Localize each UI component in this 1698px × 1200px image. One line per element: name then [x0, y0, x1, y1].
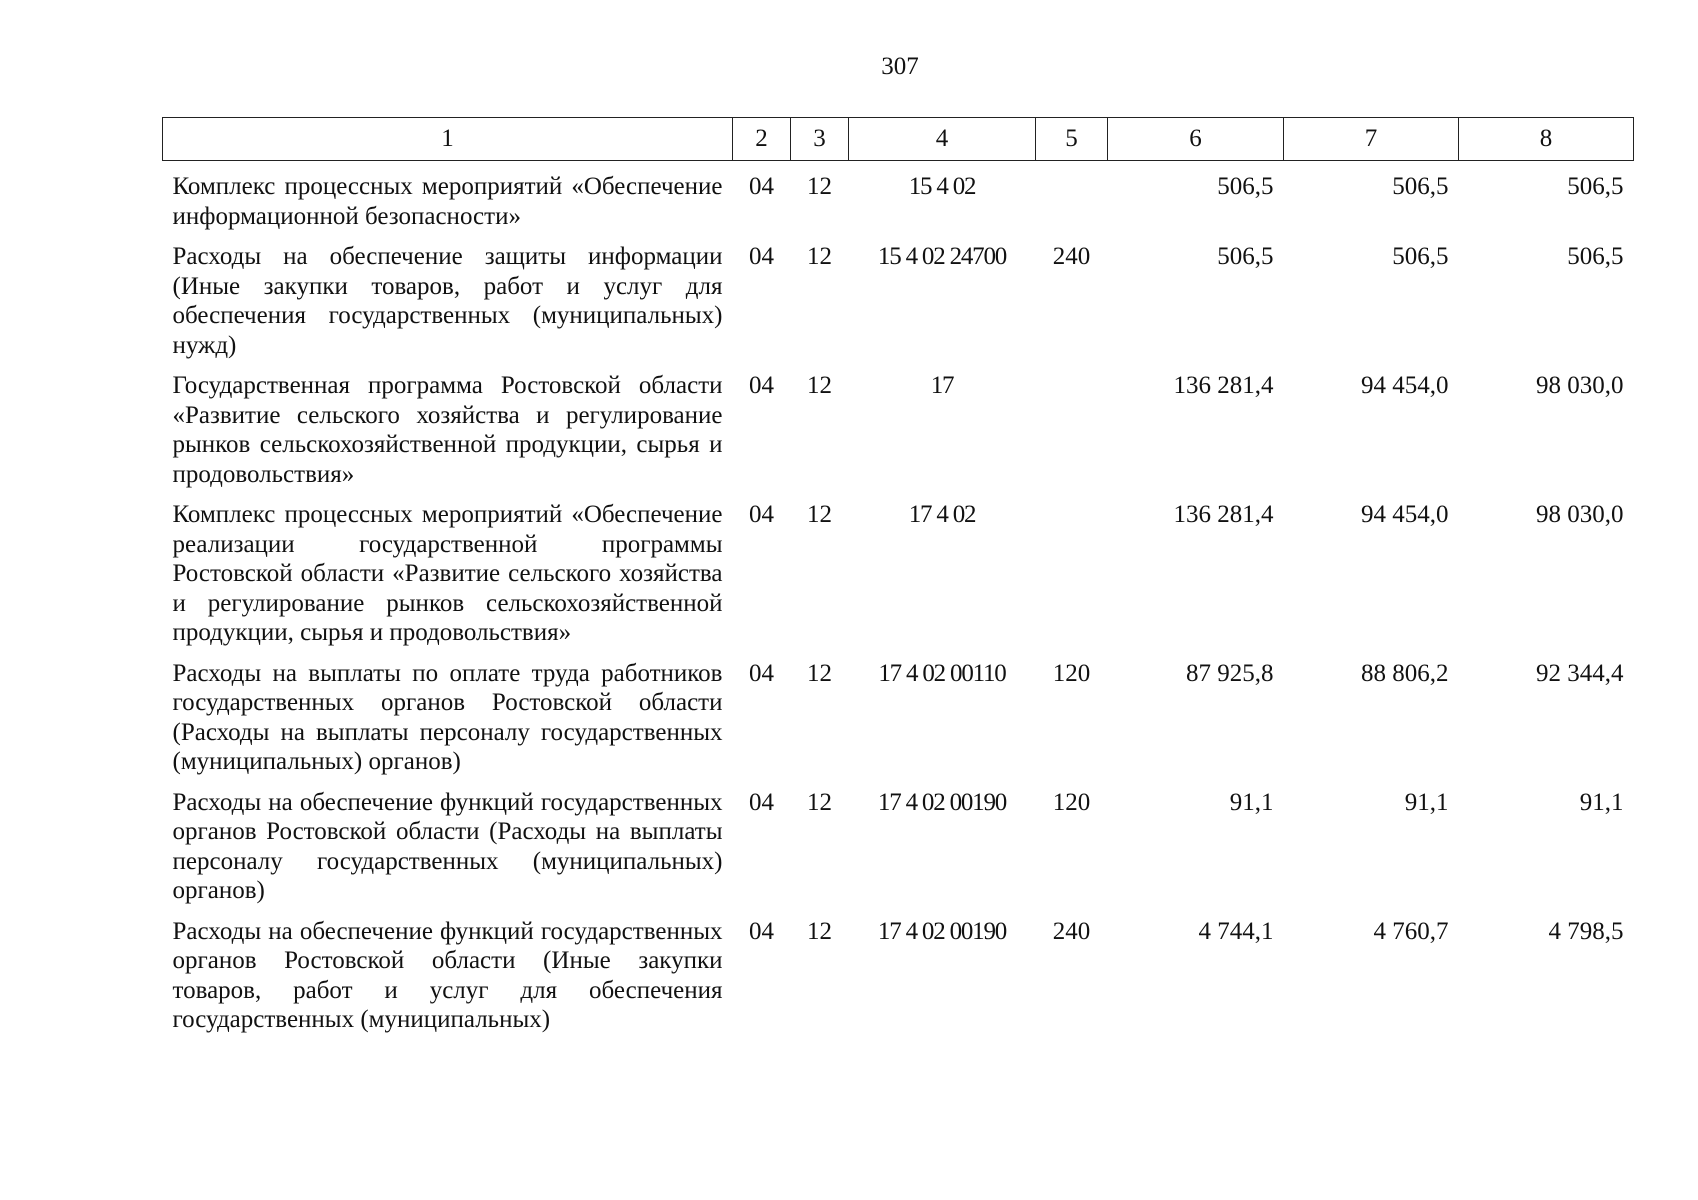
- row-target-code: 15 4 02: [908, 173, 976, 200]
- row-expense-type: 120: [1052, 659, 1091, 687]
- table-body: [163, 161, 1634, 1035]
- row-subsection: 12: [807, 659, 832, 687]
- row-amount-year-1: 87 925,8: [1186, 659, 1274, 687]
- row-expense-type: 240: [1052, 917, 1091, 945]
- table-row: [163, 489, 1634, 648]
- table-row: [163, 231, 1634, 360]
- row-name: Комплекс процессных мероприятий «Обеспечение реализации государственной программы Ростовской области «Развитие сельского хозяйства и регулирование рынков сельскохозяйственной продукции, сырья и продовольствия»: [172, 501, 723, 646]
- row-amount-year-3: 98 030,0: [1536, 501, 1624, 528]
- row-amount-year-1: 506,5: [1217, 243, 1274, 270]
- row-name: Расходы на обеспечение защиты информации (Иные закупки товаров, работ и услуг для обеспечения государственных (муниципальных) нужд): [172, 243, 723, 359]
- row-target-code: 17 4 02 00190: [877, 917, 1007, 945]
- row-section: 04: [749, 173, 774, 200]
- row-target-code: 17: [930, 372, 954, 399]
- page-number: 307: [881, 53, 919, 80]
- row-subsection: 12: [807, 372, 832, 399]
- row-section: 04: [749, 659, 774, 687]
- header-row: [163, 118, 1634, 161]
- row-name: Расходы на обеспечение функций государственных органов Ростовской области (Иные закупки товаров, работ и услуг для обеспечения государственных (муниципальных): [172, 917, 723, 1033]
- row-name: Расходы на обеспечение функций государственных органов Ростовской области (Расходы на выплаты персоналу государственных (муниципальных) органов): [172, 788, 723, 904]
- row-section: 04: [749, 917, 774, 945]
- row-amount-year-2: 91,1: [1404, 788, 1449, 816]
- row-expense-type: [1036, 161, 1108, 232]
- row-target-code: 15 4 02 24700: [877, 243, 1007, 270]
- row-amount-year-3: 92 344,4: [1536, 659, 1624, 687]
- row-section: 04: [749, 243, 774, 270]
- row-amount-year-3: 98 030,0: [1536, 372, 1624, 399]
- column-header-6: 6: [1108, 118, 1284, 161]
- row-expense-type: 120: [1052, 788, 1091, 816]
- row-amount-year-2: 94 454,0: [1361, 501, 1449, 528]
- row-subsection: 12: [807, 917, 832, 945]
- row-name: Комплекс процессных мероприятий «Обеспечение информационной безопасности»: [172, 173, 723, 230]
- row-amount-year-1: 136 281,4: [1173, 372, 1274, 399]
- row-section: 04: [749, 788, 774, 816]
- row-amount-year-3: 506,5: [1567, 243, 1624, 270]
- row-expense-type: [1036, 489, 1108, 648]
- row-amount-year-2: 94 454,0: [1361, 372, 1449, 399]
- table-row: [163, 906, 1634, 1035]
- row-amount-year-2: 506,5: [1392, 173, 1449, 200]
- row-subsection: 12: [807, 501, 832, 528]
- row-amount-year-1: 4 744,1: [1198, 917, 1274, 945]
- row-subsection: 12: [807, 243, 832, 270]
- row-amount-year-2: 88 806,2: [1361, 659, 1449, 687]
- row-target-code: 17 4 02 00110: [878, 659, 1006, 687]
- row-amount-year-3: 506,5: [1567, 173, 1624, 200]
- column-header-7: 7: [1284, 118, 1459, 161]
- row-section: 04: [749, 372, 774, 399]
- column-header-2: 2: [733, 118, 791, 161]
- column-header-3: 3: [791, 118, 849, 161]
- table-row: [163, 648, 1634, 777]
- row-subsection: 12: [807, 173, 832, 200]
- table-row: [163, 161, 1634, 232]
- row-name: Государственная программа Ростовской области «Развитие сельского хозяйства и регулирование рынков сельскохозяйственной продукции, сырья и продовольствия»: [172, 372, 723, 488]
- budget-table: [162, 117, 1634, 1035]
- row-subsection: 12: [807, 788, 832, 816]
- table-header: [163, 118, 1634, 161]
- table-row: [163, 360, 1634, 489]
- row-amount-year-2: 506,5: [1392, 243, 1449, 270]
- row-section: 04: [749, 501, 774, 528]
- row-amount-year-1: 506,5: [1217, 173, 1274, 200]
- row-amount-year-3: 91,1: [1579, 788, 1624, 816]
- row-name: Расходы на выплаты по оплате труда работников государственных органов Ростовской области (Расходы на выплаты персоналу государственных (муниципальных) органов): [172, 659, 723, 775]
- table-row: [163, 777, 1634, 906]
- column-header-8: 8: [1459, 118, 1634, 161]
- column-header-1: 1: [163, 118, 733, 161]
- column-header-5: 5: [1036, 118, 1108, 161]
- row-amount-year-3: 4 798,5: [1548, 917, 1624, 945]
- row-expense-type: 240: [1052, 243, 1091, 270]
- row-target-code: 17 4 02 00190: [877, 788, 1007, 816]
- row-target-code: 17 4 02: [908, 501, 976, 528]
- row-expense-type: [1036, 360, 1108, 489]
- row-amount-year-2: 4 760,7: [1373, 917, 1449, 945]
- column-header-4: 4: [849, 118, 1036, 161]
- row-amount-year-1: 91,1: [1229, 788, 1274, 816]
- row-amount-year-1: 136 281,4: [1173, 501, 1274, 528]
